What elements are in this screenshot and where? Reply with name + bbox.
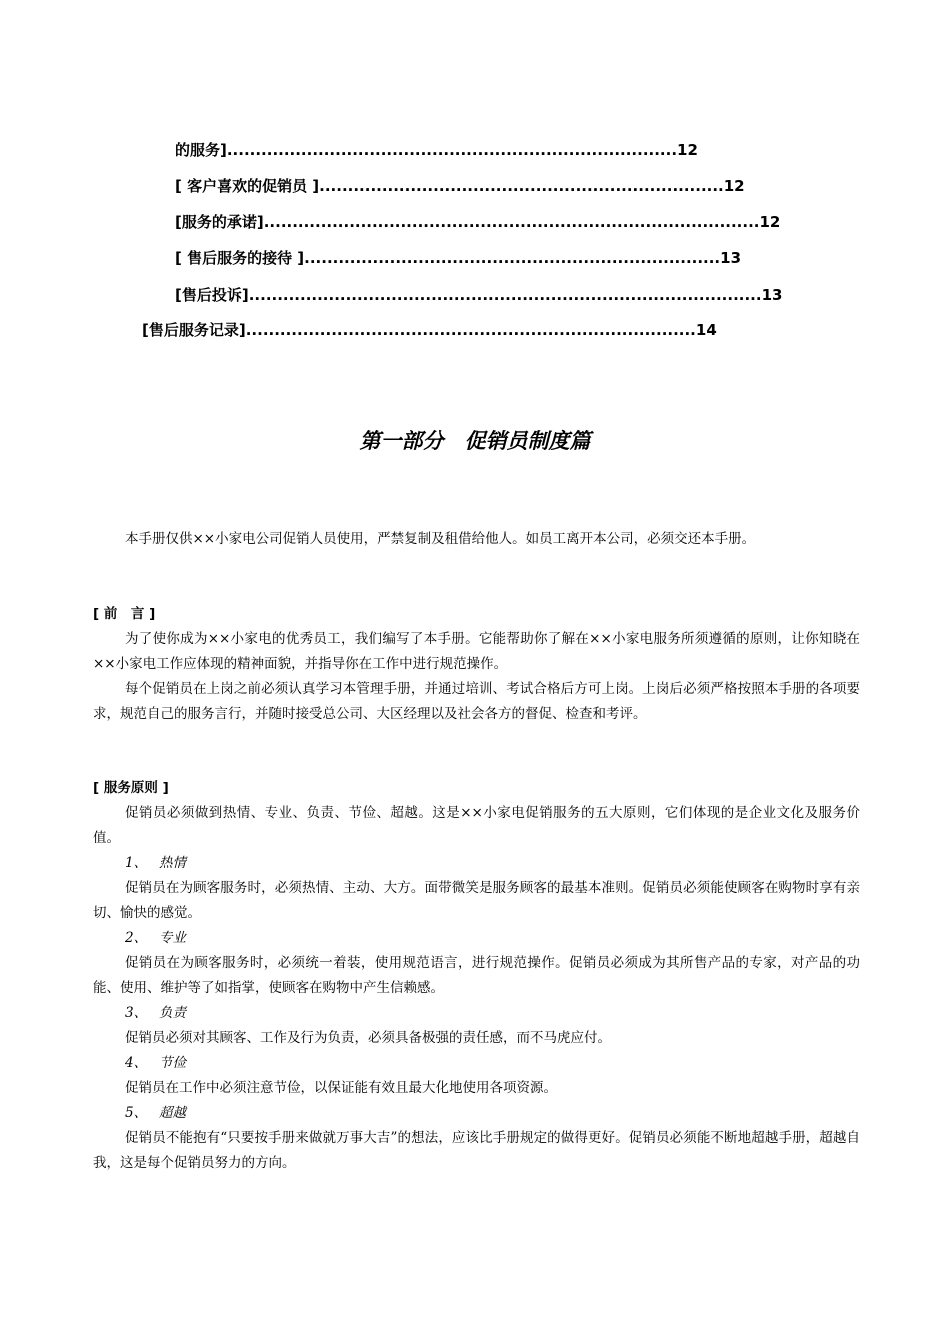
principle-number: 3、 — [125, 1005, 148, 1021]
toc-entry[interactable] — [175, 248, 741, 268]
principle-text: 促销员在工作中必须注意节俭，以保证能有效且最大化地使用各项资源。 — [125, 1080, 557, 1096]
principle-text: 促销员在为顾客服务时，必须热情、主动、大方。面带微笑是服务顾客的最基本准则。促销员必须能使顾客在购物时享有亲切、愉快的感觉。 — [93, 880, 860, 921]
preface-heading: [ 前 言 ] — [93, 606, 156, 622]
toc-entry-leader: ....................................................................... — [319, 177, 724, 195]
intro-section — [93, 527, 860, 552]
principle-title — [93, 1001, 860, 1026]
principle-text: 促销员必须对其顾客、工作及行为负责，必须具备极强的责任感，而不马虎应付。 — [125, 1030, 611, 1046]
principle-title — [93, 851, 860, 876]
preface-paragraph: 每个促销员在上岗之前必须认真学习本管理手册，并通过培训、考试合格后方可上岗。上岗后必须严格按照本手册的各项要求，规范自己的服务言行，并随时接受总公司、大区经理以及社会各方的督促、检查和考评。 — [93, 681, 860, 722]
toc-entry-page: 12 — [759, 213, 781, 231]
toc-entry-label: [售后投诉] — [175, 286, 249, 304]
principle-name: 负责 — [159, 1005, 186, 1021]
toc-entry-label: [售后服务记录] — [142, 321, 246, 339]
preface-section — [93, 602, 860, 727]
principle-number: 2、 — [125, 930, 148, 946]
toc-entry-page: 13 — [761, 286, 783, 304]
principle-name: 节俭 — [159, 1055, 186, 1071]
toc-entry-page: 14 — [695, 321, 717, 339]
toc-entry[interactable] — [175, 176, 745, 196]
toc-entry-leader: .......................................................................................... — [248, 286, 762, 304]
toc-entry-label: [服务的承诺] — [175, 213, 264, 231]
toc-entry-page: 12 — [723, 177, 745, 195]
toc-entry-page: 13 — [720, 249, 742, 267]
principle-title — [93, 926, 860, 951]
principle-number: 5、 — [125, 1105, 148, 1121]
toc-entry-label: 的服务] — [175, 141, 227, 159]
principle-name: 专业 — [159, 930, 186, 946]
principles-section — [93, 776, 860, 1176]
principles-heading: [ 服务原则 ] — [93, 780, 169, 796]
toc-entry-leader: ............................................................................... — [245, 321, 696, 339]
principle-text: 促销员不能抱有“只要按手册来做就万事大吉”的想法，应该比手册规定的做得更好。促销员必须能不断地超越手册，超越自我，这是每个促销员努力的方向。 — [93, 1130, 860, 1171]
toc-entry[interactable] — [175, 140, 698, 160]
principle-name: 热情 — [159, 855, 186, 871]
toc-entry-leader: ............................................................................... — [226, 141, 678, 159]
preface-paragraph: 为了使你成为××小家电的优秀员工，我们编写了本手册。它能帮助你了解在××小家电服务所须遵循的原则，让你知晓在××小家电工作应体现的精神面貌，并指导你在工作中进行规范操作。 — [93, 631, 860, 672]
intro-paragraph: 本手册仅供××小家电公司促销人员使用，严禁复制及租借给他人。如员工离开本公司，必须交还本手册。 — [125, 531, 756, 547]
toc-entry-label: [ 售后服务的接待 ] — [175, 249, 305, 267]
toc-entry-leader: ....................................................................................... — [263, 213, 760, 231]
principle-title — [93, 1051, 860, 1076]
toc-entry[interactable] — [142, 320, 717, 340]
principles-intro: 促销员必须做到热情、专业、负责、节俭、超越。这是××小家电促销服务的五大原则，它们体现的是企业文化及服务价值。 — [93, 805, 860, 846]
toc-entry-leader: ......................................................................... — [304, 249, 721, 267]
principle-title — [93, 1101, 860, 1126]
principle-text: 促销员在为顾客服务时，必须统一着装，使用规范语言，进行规范操作。促销员必须成为其所售产品的专家，对产品的功能、使用、维护等了如指掌，使顾客在购物中产生信赖感。 — [93, 955, 860, 996]
principle-number: 1、 — [125, 855, 148, 871]
toc-entry[interactable] — [175, 212, 780, 232]
toc-entry-label: [ 客户喜欢的促销员 ] — [175, 177, 320, 195]
toc-entry[interactable] — [175, 285, 782, 305]
part-title: 第一部分 促销员制度篇 — [359, 429, 591, 453]
principle-name: 超越 — [159, 1105, 186, 1121]
toc-entry-page: 12 — [677, 141, 698, 159]
principle-number: 4、 — [125, 1055, 148, 1071]
